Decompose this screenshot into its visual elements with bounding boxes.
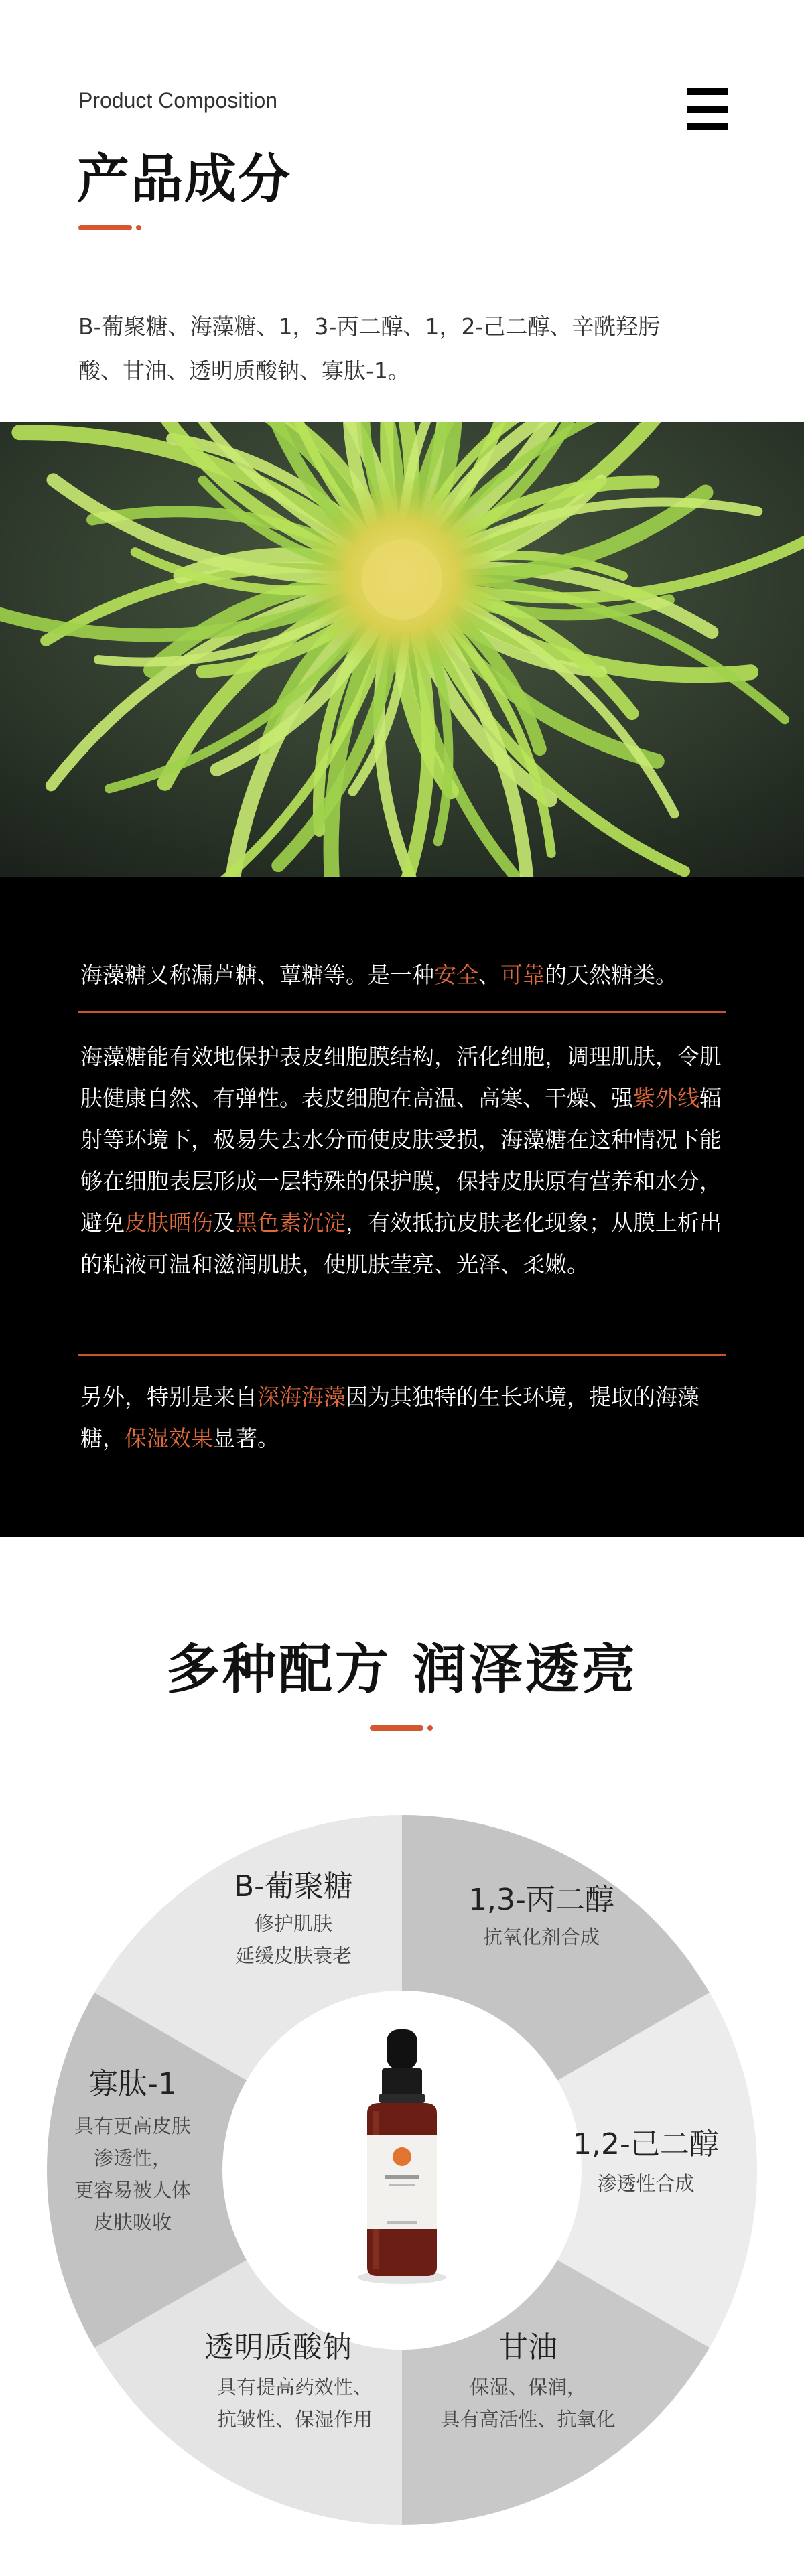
title-underline-dot (136, 225, 141, 230)
divider (78, 1354, 726, 1356)
segment-desc-glycerin: 保湿、保润， 具有高活性、抗氧化 (440, 2376, 616, 2431)
formula-title-underline (370, 1725, 423, 1731)
segment-label-propanediol: 1,3-丙二醇 (468, 1883, 614, 1917)
trehalose-source: 另外，特别是来自深海海藻因为其独特的生长环境，提取的海藻糖，保湿效果显著。 (80, 1384, 699, 1451)
trehalose-info-section (0, 877, 804, 1537)
segment-label-sodium-hyaluronate: 透明质酸钠 (204, 2330, 352, 2364)
segment-label-oligopeptide: 寡肽-1 (88, 2067, 177, 2101)
segment-desc-propanediol: 抗氧化剂合成 (482, 1926, 600, 1948)
page-title: 产品成分 (77, 149, 292, 210)
title-underline (78, 225, 132, 230)
ingredient-line-1: B-葡聚糖、海藻糖、1，3-丙二醇、1，2-己二醇、辛酰羟肟 (78, 313, 661, 340)
trehalose-benefits: 海藻糖能有效地保护表皮细胞膜结构，活化细胞，调理肌肤，令肌肤健康自然、有弹性。表皮细胞在高温、高寒、干燥、强紫外线辐射等环境下，极易失去水分而使皮肤受损，海藻糖在这种情况下能够在细胞表层形成一层特殊的保护膜，保持皮肤原有营养和水分，避免皮肤晒伤及黑色素沉淀，有效抵抗皮肤老化现象；从膜上析出的粘液可温和滋润肌肤，使肌肤莹亮、光泽、柔嫩。 (80, 1044, 722, 1277)
segment-desc-hexanediol: 渗透性合成 (597, 2172, 695, 2195)
ingredient-wheel (0, 1768, 804, 2576)
ingredient-line-2: 酸、甘油、透明质酸钠、寡肽-1。 (78, 358, 410, 384)
segment-label-beta-glucan: B-葡聚糖 (233, 1869, 354, 1904)
divider (78, 1011, 726, 1013)
segment-label-glycerin: 甘油 (498, 2330, 557, 2364)
formula-title-underline-dot (427, 1725, 433, 1731)
segment-label-hexanediol: 1,2-己二醇 (573, 2127, 719, 2161)
segment-desc-beta-glucan: 修护肌肤 延缓皮肤衰老 (234, 1912, 352, 1967)
section-subtitle: Product Composition (78, 88, 278, 113)
hamburger-menu-icon[interactable] (687, 88, 728, 130)
segment-desc-sodium-hyaluronate: 具有提高药效性、 抗皱性、保湿作用 (216, 2376, 373, 2431)
ingredient-list (78, 305, 735, 393)
trehalose-definition: 海藻糖又称漏芦糖、蕈糖等。是一种安全、可靠的天然糖类。 (80, 962, 677, 988)
segment-desc-oligopeptide: 具有更高皮肤 渗透性， 更容易被人体 皮肤吸收 (74, 2115, 191, 2234)
sea-anemone-photo (0, 422, 804, 877)
formula-title: 多种配方 润泽透亮 (166, 1638, 638, 1701)
